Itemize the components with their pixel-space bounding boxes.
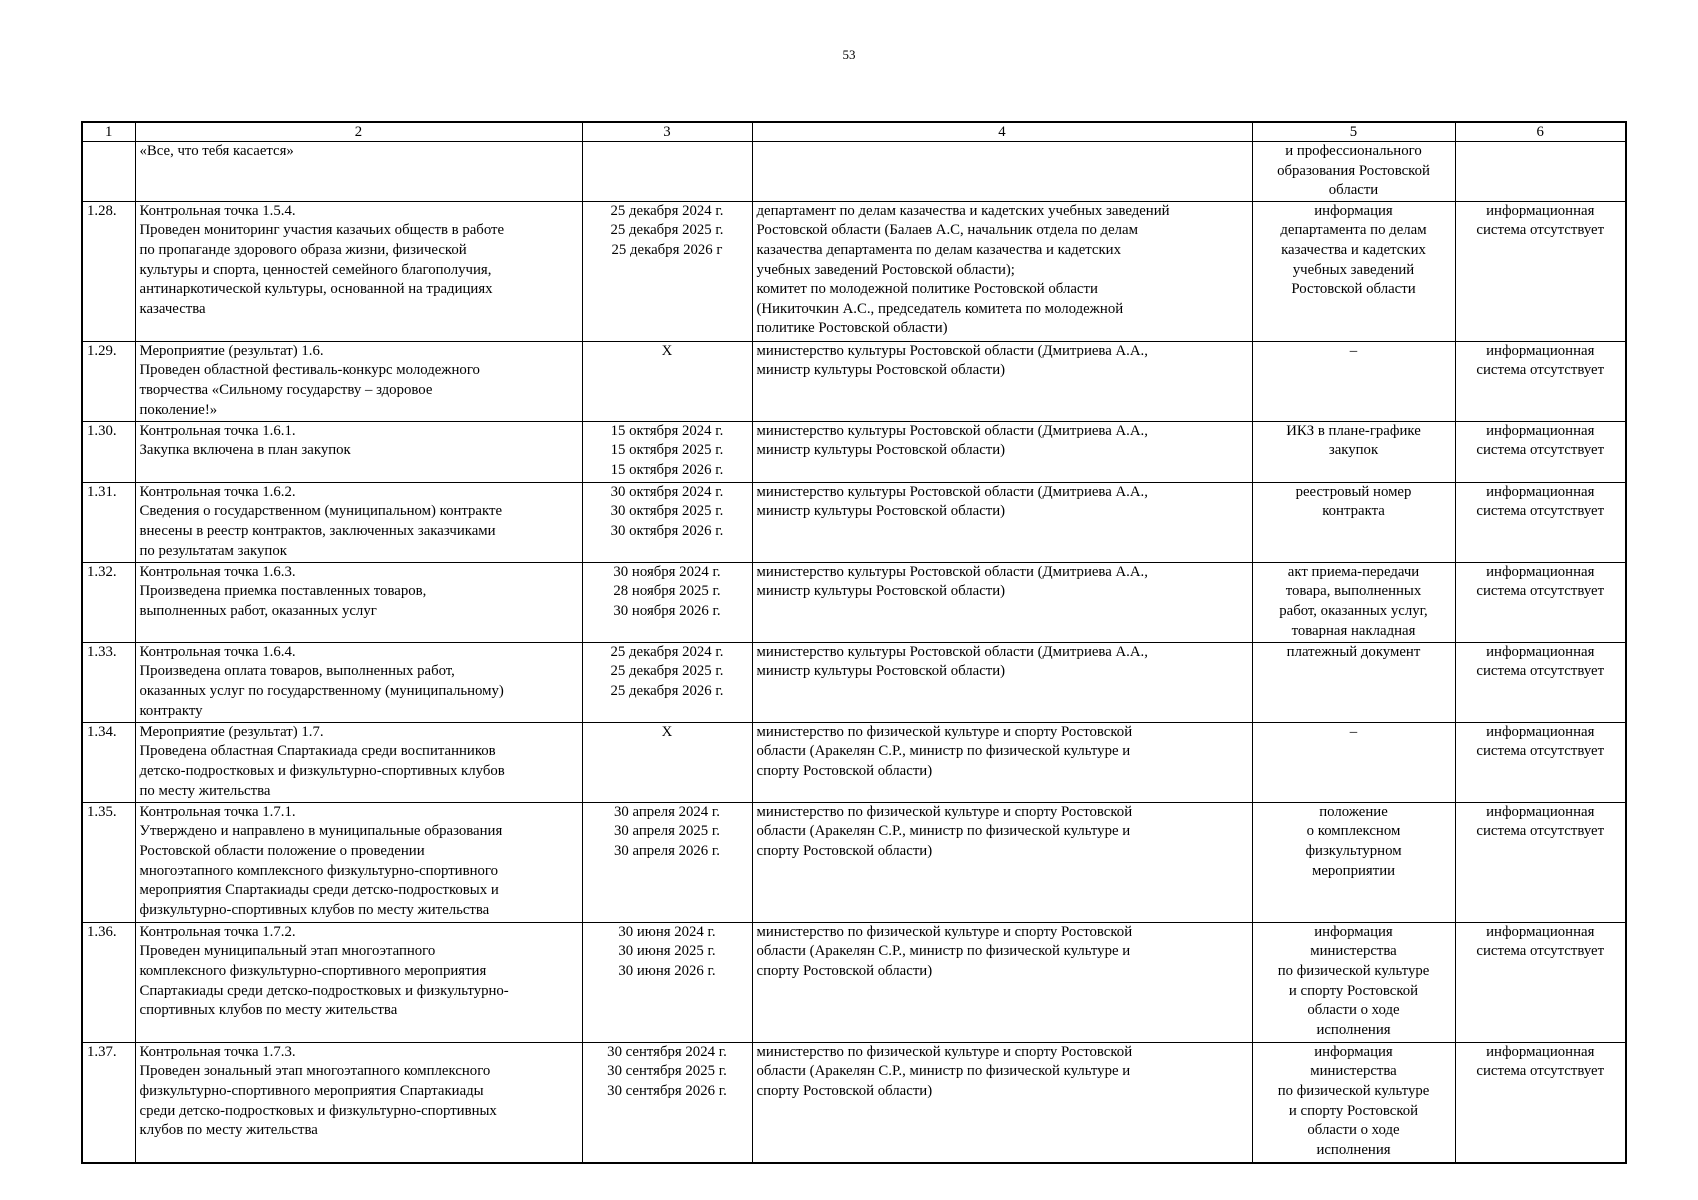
- cell-line: «Все, что тебя касается»: [139, 143, 294, 159]
- deadline-cell: [582, 482, 752, 562]
- cell-line: Контрольная точка 1.6.4.: [139, 643, 296, 660]
- row-number-cell: [82, 482, 135, 562]
- table-row: [82, 802, 1626, 922]
- column-header: 5: [1252, 122, 1455, 142]
- cell-line: система отсутствует: [1476, 583, 1605, 600]
- document-cell: [1252, 201, 1455, 341]
- table-row: [82, 922, 1626, 1042]
- cell-line: контракта: [1322, 503, 1385, 520]
- cell-line: товарная накладная: [1291, 622, 1416, 639]
- responsible-cell: [752, 802, 1252, 922]
- cell-line: Проведен муниципальный этап многоэтапного: [139, 943, 436, 960]
- cell-line: мероприятия Спартакиады среди детско-подростковых и: [139, 882, 499, 899]
- cell-line: Ростовской области: [1291, 281, 1416, 298]
- document-cell: [1252, 562, 1455, 642]
- cell-line: министерство по физической культуре и спорту Ростовской: [756, 1043, 1133, 1060]
- cell-line: система отсутствует: [1476, 222, 1605, 239]
- document-cell: [1252, 142, 1455, 202]
- cell-line: 30 июня 2026 г.: [618, 962, 716, 979]
- deadline-cell: [582, 201, 752, 341]
- cell-line: физкультурно-спортивного мероприятия Спартакиады: [139, 1082, 484, 1099]
- cell-line: спорту Ростовской области): [756, 762, 933, 779]
- cell-line: 30 сентября 2024 г.: [607, 1043, 727, 1060]
- cell-line: клубов по месту жительства: [139, 1122, 318, 1139]
- cell-line: платежный документ: [1286, 643, 1421, 660]
- cell-line: министерство культуры Ростовской области (Дмитриева А.А.,: [756, 643, 1148, 660]
- cell-text: 1.30.: [87, 422, 117, 439]
- responsible-cell: [752, 562, 1252, 642]
- description-cell: [135, 482, 582, 562]
- cell-line: контракту: [139, 702, 203, 719]
- cell-line: ИКЗ в плане-графике: [1286, 422, 1421, 439]
- cell-text: 1.32.: [87, 563, 117, 580]
- row-number-cell: [82, 722, 135, 802]
- info-system-cell: [1455, 482, 1626, 562]
- cell-line: мероприятии: [1311, 862, 1396, 879]
- cell-line: –: [1349, 723, 1358, 740]
- cell-line: министр культуры Ростовской области): [756, 583, 1006, 600]
- cell-line: казачества департамента по делам казачества и кадетских: [756, 241, 1122, 258]
- row-number-cell: [82, 341, 135, 421]
- responsible-cell: [752, 722, 1252, 802]
- table-row: [82, 1042, 1626, 1163]
- responsible-cell: [752, 922, 1252, 1042]
- cell-line: система отсутствует: [1476, 943, 1605, 960]
- cell-line: министерства: [1310, 1063, 1397, 1080]
- info-system-cell: [1455, 802, 1626, 922]
- row-number-cell: [82, 562, 135, 642]
- table-row: [82, 722, 1626, 802]
- cell-line: министерство по физической культуре и спорту Ростовской: [756, 803, 1133, 820]
- row-number-cell: [82, 201, 135, 341]
- cell-line: Проведен зональный этап многоэтапного комплексного: [139, 1063, 491, 1080]
- cell-line: творчества «Сильному государству – здоровое: [139, 381, 433, 398]
- cell-line: оказанных услуг по государственному (муниципальному): [139, 682, 504, 699]
- cell-line: физкультурном: [1305, 842, 1402, 859]
- cell-line: 30 июня 2025 г.: [618, 943, 716, 960]
- cell-line: области о ходе: [1307, 1122, 1400, 1139]
- document-cell: [1252, 1042, 1455, 1163]
- cell-line: министерство культуры Ростовской области (Дмитриева А.А.,: [756, 483, 1148, 500]
- page-number: 53: [842, 47, 856, 62]
- deadline-cell: [582, 722, 752, 802]
- cell-line: X: [661, 342, 673, 359]
- cell-line: исполнения: [1316, 1141, 1391, 1158]
- cell-line: области (Аракелян С.Р., министр по физической культуре и: [756, 823, 1131, 840]
- cell-line: Контрольная точка 1.6.2.: [139, 483, 296, 500]
- plan-table: [81, 121, 1627, 1164]
- cell-line: антинаркотической культуры, основанной на традициях: [139, 281, 493, 298]
- cell-line: комитет по молодежной политике Ростовской области: [756, 281, 1098, 298]
- cell-line: 30 апреля 2026 г.: [613, 842, 721, 859]
- cell-line: 30 октября 2025 г.: [610, 503, 724, 520]
- cell-line: 30 ноября 2026 г.: [613, 602, 721, 619]
- cell-line: внесены в реестр контрактов, заключенных заказчиками: [139, 522, 496, 539]
- cell-line: министерство по физической культуре и спорту Ростовской: [756, 923, 1133, 940]
- description-cell: [135, 142, 582, 202]
- deadline-cell: [582, 922, 752, 1042]
- description-cell: [135, 341, 582, 421]
- cell-line: Контрольная точка 1.7.3.: [139, 1043, 296, 1060]
- cell-line: культуры и спорта, ценностей семейного благополучия,: [139, 261, 492, 278]
- cell-line: информационная: [1486, 342, 1595, 359]
- column-header: 1: [82, 122, 135, 142]
- cell-line: 25 декабря 2026 г.: [610, 682, 724, 699]
- cell-line: Мероприятие (результат) 1.7.: [139, 723, 324, 740]
- responsible-cell: [752, 142, 1252, 202]
- cell-line: Проведен областной фестиваль-конкурс молодежного: [139, 362, 480, 379]
- responsible-cell: [752, 1042, 1252, 1163]
- cell-line: по месту жительства: [139, 782, 271, 799]
- cell-line: поколение!»: [139, 401, 218, 418]
- cell-text: 1.31.: [87, 483, 117, 500]
- cell-line: области (Аракелян С.Р., министр по физической культуре и: [756, 743, 1131, 760]
- cell-line: X: [661, 723, 673, 740]
- cell-line: по пропаганде здорового образа жизни, физической: [139, 241, 467, 258]
- description-cell: [135, 1042, 582, 1163]
- deadline-cell: [582, 1042, 752, 1163]
- cell-line: Ростовской области (Балаев А.С, начальник отдела по делам: [756, 222, 1138, 239]
- cell-line: 25 декабря 2025 г.: [610, 222, 724, 239]
- cell-line: области: [1328, 182, 1379, 199]
- document-cell: [1252, 421, 1455, 482]
- cell-text: 1.35.: [87, 803, 117, 820]
- cell-text: 1.34.: [87, 723, 117, 740]
- cell-line: министерство культуры Ростовской области (Дмитриева А.А.,: [756, 422, 1148, 439]
- info-system-cell: [1455, 421, 1626, 482]
- responsible-cell: [752, 421, 1252, 482]
- cell-line: по физической культуре: [1277, 962, 1430, 979]
- table-row: [82, 341, 1626, 421]
- description-cell: [135, 722, 582, 802]
- cell-line: 28 ноября 2025 г.: [613, 583, 721, 600]
- cell-text: 1.29.: [87, 342, 117, 359]
- cell-line: товара, выполненных: [1285, 583, 1422, 600]
- cell-line: 15 октября 2024 г.: [610, 422, 724, 439]
- cell-line: Контрольная точка 1.6.1.: [139, 422, 296, 439]
- column-header: 2: [135, 122, 582, 142]
- cell-line: области (Аракелян С.Р., министр по физической культуре и: [756, 943, 1131, 960]
- deadline-cell: [582, 341, 752, 421]
- table-row: [82, 421, 1626, 482]
- cell-line: министерства: [1310, 943, 1397, 960]
- document-cell: [1252, 341, 1455, 421]
- cell-line: 25 декабря 2025 г.: [610, 663, 724, 680]
- cell-line: по физической культуре: [1277, 1082, 1430, 1099]
- cell-line: образования Ростовской: [1277, 162, 1430, 179]
- cell-line: казачества: [139, 300, 206, 317]
- cell-line: информационная: [1486, 803, 1595, 820]
- cell-line: Утверждено и направлено в муниципальные образования: [139, 823, 503, 840]
- responsible-cell: [752, 482, 1252, 562]
- cell-line: Ростовской области положение о проведении: [139, 842, 425, 859]
- cell-line: и профессионального: [1285, 143, 1422, 159]
- cell-line: система отсутствует: [1476, 823, 1605, 840]
- cell-line: информационная: [1486, 422, 1595, 439]
- cell-line: департамента по делам: [1280, 222, 1427, 239]
- cell-text: 1.37.: [87, 1043, 117, 1060]
- cell-line: (Никиточкин А.С., председатель комитета по молодежной: [756, 300, 1124, 317]
- cell-line: министр культуры Ростовской области): [756, 503, 1006, 520]
- cell-line: департамент по делам казачества и кадетских учебных заведений: [756, 202, 1170, 219]
- cell-line: система отсутствует: [1476, 362, 1605, 379]
- cell-line: система отсутствует: [1476, 1063, 1605, 1080]
- cell-line: Произведена приемка поставленных товаров,: [139, 583, 427, 600]
- cell-line: Проведен мониторинг участия казачьих обществ в работе: [139, 222, 505, 239]
- cell-line: 30 апреля 2025 г.: [613, 823, 721, 840]
- cell-line: Контрольная точка 1.7.1.: [139, 803, 296, 820]
- deadline-cell: [582, 642, 752, 722]
- cell-line: –: [1349, 342, 1358, 359]
- row-number-cell: [82, 802, 135, 922]
- cell-line: 30 сентября 2026 г.: [607, 1082, 727, 1099]
- deadline-cell: [582, 421, 752, 482]
- info-system-cell: [1455, 142, 1626, 202]
- cell-line: Контрольная точка 1.6.3.: [139, 563, 296, 580]
- cell-line: министерство по физической культуре и спорту Ростовской: [756, 723, 1133, 740]
- description-cell: [135, 562, 582, 642]
- row-number-cell: [82, 142, 135, 202]
- cell-line: система отсутствует: [1476, 442, 1605, 459]
- cell-line: акт приема-передачи: [1287, 563, 1420, 580]
- cell-line: Контрольная точка 1.7.2.: [139, 923, 296, 940]
- cell-line: информационная: [1486, 563, 1595, 580]
- row-number-cell: [82, 642, 135, 722]
- header-row: [82, 122, 1626, 142]
- cell-line: закупок: [1328, 442, 1379, 459]
- column-header: 6: [1455, 122, 1626, 142]
- cell-line: Закупка включена в план закупок: [139, 442, 351, 459]
- cell-line: Мероприятие (результат) 1.6.: [139, 342, 324, 359]
- responsible-cell: [752, 341, 1252, 421]
- info-system-cell: [1455, 722, 1626, 802]
- cell-line: многоэтапного комплексного физкультурно-спортивного: [139, 862, 498, 879]
- row-number-cell: [82, 421, 135, 482]
- cell-line: информационная: [1486, 1043, 1595, 1060]
- row-number-cell: [82, 922, 135, 1042]
- cell-line: положение: [1319, 803, 1388, 820]
- cell-line: 25 декабря 2026 г: [611, 241, 723, 258]
- cell-line: учебных заведений: [1292, 261, 1415, 278]
- column-header: 4: [752, 122, 1252, 142]
- deadline-cell: [582, 802, 752, 922]
- description-cell: [135, 421, 582, 482]
- cell-line: система отсутствует: [1476, 503, 1605, 520]
- cell-line: министр культуры Ростовской области): [756, 663, 1006, 680]
- cell-line: физкультурно-спортивных клубов по месту жительства: [139, 901, 490, 918]
- info-system-cell: [1455, 642, 1626, 722]
- description-cell: [135, 201, 582, 341]
- document-cell: [1252, 642, 1455, 722]
- cell-line: министерство культуры Ростовской области (Дмитриева А.А.,: [756, 342, 1148, 359]
- cell-line: информация: [1314, 923, 1393, 940]
- cell-line: 15 октября 2025 г.: [610, 442, 724, 459]
- table-row: [82, 642, 1626, 722]
- cell-line: и спорту Ростовской: [1288, 982, 1419, 999]
- info-system-cell: [1455, 562, 1626, 642]
- cell-line: система отсутствует: [1476, 743, 1605, 760]
- cell-line: министр культуры Ростовской области): [756, 362, 1006, 379]
- cell-line: 15 октября 2026 г.: [610, 461, 724, 478]
- cell-line: 25 декабря 2024 г.: [610, 643, 724, 660]
- cell-line: информационная: [1486, 643, 1595, 660]
- document-cell: [1252, 482, 1455, 562]
- cell-line: 30 ноября 2024 г.: [613, 563, 721, 580]
- document-cell: [1252, 802, 1455, 922]
- cell-line: 30 апреля 2024 г.: [613, 803, 721, 820]
- cell-line: о комплексном: [1306, 823, 1401, 840]
- cell-line: и спорту Ростовской: [1288, 1102, 1419, 1119]
- description-cell: [135, 802, 582, 922]
- cell-line: Произведена оплата товаров, выполненных работ,: [139, 663, 455, 680]
- deadline-cell: [582, 142, 752, 202]
- cell-line: информационная: [1486, 202, 1595, 219]
- cell-line: Спартакиады среди детско-подростковых и физкультурно-: [139, 982, 509, 999]
- info-system-cell: [1455, 201, 1626, 341]
- cell-line: информационная: [1486, 483, 1595, 500]
- document-cell: [1252, 922, 1455, 1042]
- cell-line: министерство культуры Ростовской области (Дмитриева А.А.,: [756, 563, 1148, 580]
- info-system-cell: [1455, 922, 1626, 1042]
- cell-text: 1.33.: [87, 643, 117, 660]
- description-cell: [135, 642, 582, 722]
- cell-line: информационная: [1486, 923, 1595, 940]
- column-header: 3: [582, 122, 752, 142]
- responsible-cell: [752, 201, 1252, 341]
- cell-line: 30 октября 2024 г.: [610, 483, 724, 500]
- table-row: [82, 562, 1626, 642]
- cell-line: работ, оказанных услуг,: [1279, 602, 1428, 619]
- document-cell: [1252, 722, 1455, 802]
- responsible-cell: [752, 642, 1252, 722]
- info-system-cell: [1455, 341, 1626, 421]
- cell-line: области о ходе: [1307, 1002, 1400, 1019]
- table-row: [82, 201, 1626, 341]
- info-system-cell: [1455, 1042, 1626, 1163]
- cell-line: области (Аракелян С.Р., министр по физической культуре и: [756, 1063, 1131, 1080]
- cell-line: министр культуры Ростовской области): [756, 442, 1006, 459]
- cell-line: среди детско-подростковых и физкультурно-спортивных: [139, 1102, 497, 1119]
- cell-text: 1.28.: [87, 202, 117, 219]
- cell-line: реестровый номер: [1295, 483, 1412, 500]
- cell-line: информация: [1314, 202, 1393, 219]
- cell-line: казачества и кадетских: [1281, 241, 1426, 258]
- deadline-cell: [582, 562, 752, 642]
- cell-line: 30 октября 2026 г.: [610, 522, 724, 539]
- cell-line: спорту Ростовской области): [756, 842, 933, 859]
- cell-line: Проведена областная Спартакиада среди воспитанников: [139, 743, 496, 760]
- table-row: [82, 482, 1626, 562]
- cell-line: комплексного физкультурно-спортивного мероприятия: [139, 962, 487, 979]
- cell-line: 30 июня 2024 г.: [618, 923, 716, 940]
- cell-line: 25 декабря 2024 г.: [610, 202, 724, 219]
- table-row: [82, 142, 1626, 202]
- cell-line: 30 сентября 2025 г.: [607, 1063, 727, 1080]
- cell-line: Контрольная точка 1.5.4.: [139, 202, 296, 219]
- cell-line: исполнения: [1316, 1021, 1391, 1038]
- cell-line: учебных заведений Ростовской области);: [756, 261, 1015, 278]
- cell-text: 1.36.: [87, 923, 117, 940]
- cell-line: выполненных работ, оказанных услуг: [139, 602, 377, 619]
- cell-line: по результатам закупок: [139, 542, 287, 559]
- cell-line: спорту Ростовской области): [756, 1082, 933, 1099]
- cell-line: спорту Ростовской области): [756, 962, 933, 979]
- cell-line: информация: [1314, 1043, 1393, 1060]
- cell-line: детско-подростковых и физкультурно-спортивных клубов: [139, 762, 505, 779]
- description-cell: [135, 922, 582, 1042]
- cell-line: политике Ростовской области): [756, 320, 948, 337]
- row-number-cell: [82, 1042, 135, 1163]
- cell-line: спортивных клубов по месту жительства: [139, 1002, 398, 1019]
- cell-line: система отсутствует: [1476, 663, 1605, 680]
- cell-line: Сведения о государственном (муниципальном) контракте: [139, 503, 503, 520]
- cell-line: информационная: [1486, 723, 1595, 740]
